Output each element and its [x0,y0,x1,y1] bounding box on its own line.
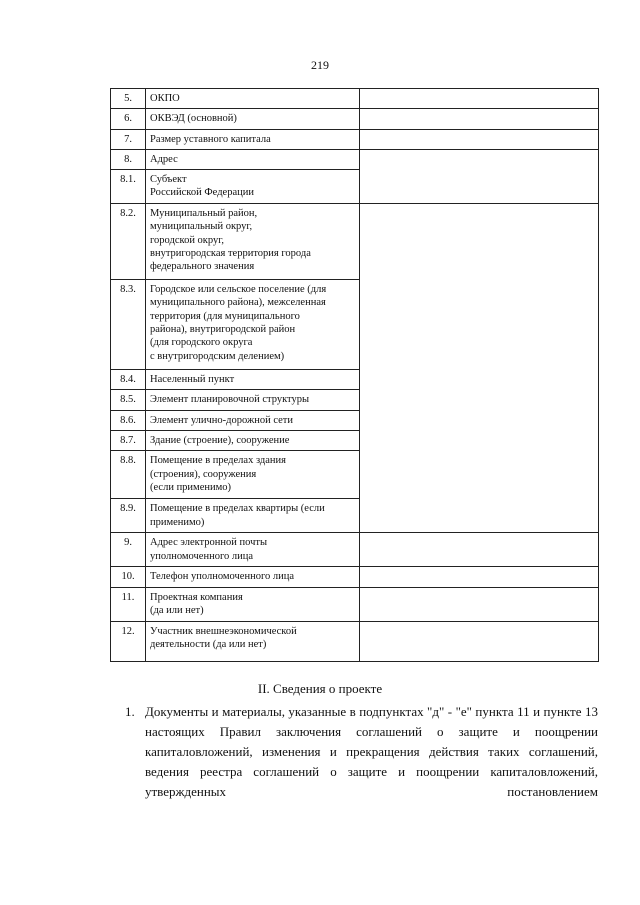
row-number: 8.9. [111,499,146,533]
table-row [111,587,599,621]
row-label: Элемент улично-дорожной сети [146,410,360,430]
row-value-cell [360,533,599,567]
row-label: Помещение в пределах здания (строения), сооружения (если применимо) [146,451,360,499]
paragraph-text: Документы и материалы, указанные в подпунктах "д" - "е" пункта 11 и пункте 13 настоящих Правил заключения соглашений о защите и поощрении капиталовложений, изменения и прекращения действия таких соглашений, ведения реестра соглашений о защите и поощрении капиталовложений, утвержденных постановлением [145,704,598,799]
row-value-cell [360,89,599,109]
row-number: 5. [111,89,146,109]
address-value-cell [360,149,599,203]
table-row [111,129,599,149]
row-value-cell [360,109,599,129]
row-number: 8.7. [111,431,146,451]
form-table [110,88,599,662]
address-details-value-cell [360,204,599,533]
table-row [111,89,599,109]
table-row [111,109,599,129]
table-row [111,149,599,169]
row-label: Адрес [146,149,360,169]
row-value-cell [360,567,599,587]
row-number: 12. [111,621,146,661]
row-label: Субъект Российской Федерации [146,170,360,204]
row-label: Элемент планировочной структуры [146,390,360,410]
row-number: 8.4. [111,370,146,390]
row-value-cell [360,621,599,661]
table-row [111,567,599,587]
row-number: 8.2. [111,204,146,280]
row-value-cell [360,129,599,149]
row-label: Населенный пункт [146,370,360,390]
row-number: 8.5. [111,390,146,410]
row-number: 6. [111,109,146,129]
row-number: 8.8. [111,451,146,499]
row-number: 7. [111,129,146,149]
paragraph [125,702,598,802]
row-number: 11. [111,587,146,621]
row-number: 8. [111,149,146,169]
row-label: Помещение в пределах квартиры (если применимо) [146,499,360,533]
row-number: 9. [111,533,146,567]
row-label: Размер уставного капитала [146,129,360,149]
row-label: Муниципальный район, муниципальный округ, городской округ, внутригородская территория города федерального значения [146,204,360,280]
table-row [111,533,599,567]
row-label: Здание (строение), сооружение [146,431,360,451]
row-label: Участник внешнеэкономической деятельности (да или нет) [146,621,360,661]
row-number: 8.6. [111,410,146,430]
table-row [111,621,599,661]
row-number: 10. [111,567,146,587]
paragraph-marker: 1. [125,704,135,719]
row-number: 8.3. [111,280,146,370]
row-label: Адрес электронной почты уполномоченного лица [146,533,360,567]
row-label: Проектная компания (да или нет) [146,587,360,621]
row-number: 8.1. [111,170,146,204]
row-label: ОКВЭД (основной) [146,109,360,129]
row-label: ОКПО [146,89,360,109]
table-row [111,204,599,280]
page-number: 219 [311,58,329,72]
row-label: Телефон уполномоченного лица [146,567,360,587]
section-heading: II. Сведения о проекте [257,681,383,696]
row-label: Городское или сельское поселение (для муниципального района), межселенная территория (для муниципального района), внутригородской район (для городского округа с внутригородским делением) [146,280,360,370]
row-value-cell [360,587,599,621]
